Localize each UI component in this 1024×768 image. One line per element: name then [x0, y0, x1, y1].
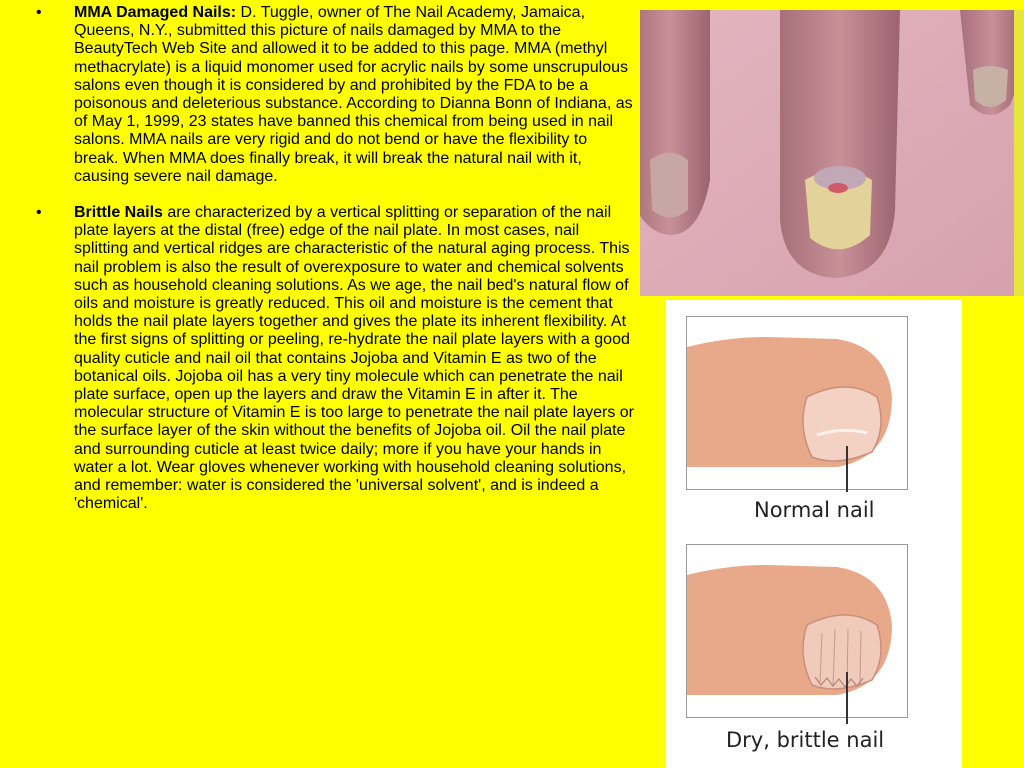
normal-finger-drawing [687, 317, 907, 489]
normal-nail-panel [686, 316, 908, 490]
text-column [36, 4, 636, 531]
bullet-marker: • [36, 4, 42, 21]
dry-brittle-nail-caption: Dry, brittle nail [726, 728, 885, 752]
dry-finger-drawing [687, 545, 907, 717]
bullet-body: D. Tuggle, owner of The Nail Academy, Jamaica, Queens, N.Y., submitted this picture of nails damaged by MMA to the BeautyTech Web Site and allowed it to be added to this page. MMA (methyl methacrylate) is a liquid monomer used for acrylic nails by some unscrupulous salons even though it is considered by and prohibited by the FDA to be a poisonous and deleterious substance. According to Dianna Bonn of Indiana, as of May 1, 1999, 23 states have banned this chemical from being used in nail salons. MMA nails are very rigid and do not bend or have the flexibility to break. When MMA does finally break, it will break the natural nail with it, causing severe nail damage. [74, 4, 633, 185]
normal-nail-pointer [846, 446, 848, 492]
dry-nail-pointer [846, 672, 848, 724]
bullet-brittle-nails [36, 204, 636, 513]
bullet-marker: • [36, 204, 42, 222]
bullet-heading: Brittle Nails [74, 204, 163, 222]
dry-brittle-nail-panel [686, 544, 908, 718]
mma-damaged-nails-photo [640, 10, 1024, 296]
bullet-mma-damaged-nails [36, 4, 636, 186]
nail-comparison-illustration [666, 300, 962, 768]
photo-fingers-graphic [640, 10, 1024, 296]
normal-nail-caption: Normal nail [754, 498, 875, 522]
bullet-body: are characterized by a vertical splitting or separation of the nail plate layers at the distal (free) edge of the nail plate. In most cases, nail splitting and vertical ridges are characteristic of the natural aging process. This nail problem is also the result of overexposure to water and chemical solvents such as household cleaning solutions. As we age, the nail bed's natural flow of oils and moisture is greatly reduced. This oil and moisture is the cement that holds the nail plate layers together and gives the plate its inherent flexibility. At the first signs of splitting or peeling, re-hydrate the nail plate layers with a good quality cuticle and nail oil that contains Jojoba and Vitamin E as two of the botanical oils. Jojoba oil has a very tiny molecule which can penetrate the nail plate surface, open up the layers and draw the Vitamin E in after it. The molecular structure of Vitamin E is too large to penetrate the nail plate layers or the surface layer of the skin without the benefits of Jojoba oil. Oil the nail plate and surrounding cuticle at least twice daily; more if you have your hands in water a lot. Wear gloves whenever working with household cleaning solutions, and remember: water is considered the 'universal solvent', and is indeed a 'chemical'. [74, 204, 634, 513]
bullet-heading: MMA Damaged Nails: [74, 4, 237, 21]
